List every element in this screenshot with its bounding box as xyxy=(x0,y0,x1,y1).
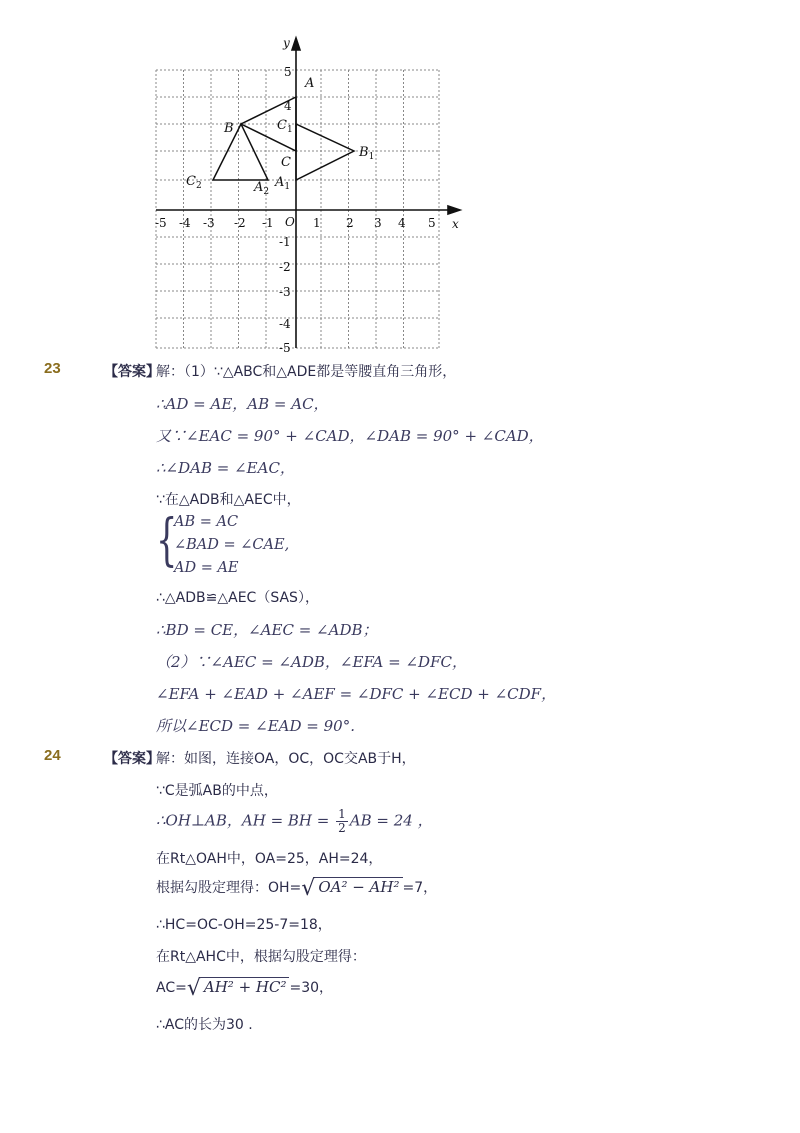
answer-line: ∴HC=OC-OH=25-7=18， xyxy=(156,917,332,933)
y-tick: -5 xyxy=(279,341,291,355)
fraction-denominator: 2 xyxy=(338,821,346,835)
equation-text: 根据勾股定理得：OH= xyxy=(156,880,302,896)
answer-line: ∠EFA + ∠EAD + ∠AEF = ∠DFC + ∠ECD + ∠CDF， xyxy=(156,685,557,703)
y-tick: -2 xyxy=(279,260,291,274)
square-root: √ OA² − AH² xyxy=(301,876,402,901)
radicand: OA² − AH² xyxy=(315,877,402,896)
answer-line: ∵在△ADB和△AEC中， xyxy=(156,492,301,508)
answer-line: 又∵∠EAC = 90° + ∠CAD，∠DAB = 90° + ∠CAD， xyxy=(156,427,544,445)
x-tick: -1 xyxy=(262,216,274,230)
answer-line xyxy=(156,976,333,1001)
grid xyxy=(156,70,439,348)
point-b1-label: $B_1$ xyxy=(359,145,375,162)
question-number: 23 xyxy=(44,360,61,377)
answer-line: 解：如图，连接OA，OC，OC交AB于H， xyxy=(156,751,416,767)
y-tick: 4 xyxy=(284,99,292,113)
x-tick: 5 xyxy=(428,216,436,230)
point-c1-label: $C_1$ xyxy=(277,118,293,135)
x-tick: 2 xyxy=(346,216,354,230)
x-tick: -4 xyxy=(179,216,191,230)
point-c-label: C xyxy=(281,155,291,170)
answer-line: 解：（1）∵△ABC和△ADE都是等腰直角三角形， xyxy=(156,364,457,380)
x-tick: -3 xyxy=(203,216,215,230)
point-c2-label: $C_2$ xyxy=(186,174,202,191)
equation-text: AB = 24 ， xyxy=(349,811,433,830)
answer-line: （2）∵∠AEC = ∠ADB，∠EFA = ∠DFC， xyxy=(156,653,467,671)
x-tick: 3 xyxy=(374,216,382,230)
answer-line xyxy=(156,808,433,835)
triangle-a1b1c1 xyxy=(296,124,354,180)
answer-line: ∵C是弧AB的中点， xyxy=(156,783,278,799)
equation-text: =30， xyxy=(289,980,334,996)
x-tick: -5 xyxy=(155,216,167,230)
square-root: √ AH² + HC² xyxy=(187,976,290,1001)
coordinate-grid-figure xyxy=(150,30,470,355)
system-line: ∠BAD = ∠CAE, xyxy=(174,537,290,553)
point-a1-label: $A_1$ xyxy=(275,175,291,192)
system-line: AD = AE xyxy=(174,560,239,576)
equation-text: AC= xyxy=(156,980,187,996)
radicand: AH² + HC² xyxy=(201,977,290,996)
y-axis-label: y xyxy=(283,36,290,50)
y-tick: -3 xyxy=(279,285,291,299)
answer-line: ∴AC的长为30 . xyxy=(156,1017,253,1033)
fraction-numerator: 1 xyxy=(338,807,346,821)
system-line: AB = AC xyxy=(174,514,239,530)
answer-line xyxy=(156,876,437,901)
answer-line: 所以∠ECD = ∠EAD = 90°. xyxy=(156,717,355,735)
equation-text: =7， xyxy=(402,880,438,896)
y-tick: -4 xyxy=(279,317,291,331)
origin-label: O xyxy=(285,215,295,229)
x-tick: 1 xyxy=(313,216,321,230)
equation-text: ∴OH⊥AB，AH = BH = xyxy=(156,811,335,830)
answer-line: ∴BD = CE，∠AEC = ∠ADB； xyxy=(156,621,378,639)
point-b-label: B xyxy=(224,121,234,136)
question-number: 24 xyxy=(44,747,61,764)
fraction xyxy=(336,808,348,835)
answer-tag: 【答案】 xyxy=(104,364,160,380)
answer-line: 在Rt△AHC中，根据勾股定理得： xyxy=(156,949,366,965)
answer-tag: 【答案】 xyxy=(104,751,160,767)
x-tick: 4 xyxy=(398,216,406,230)
answer-line: ∴AD = AE，AB = AC， xyxy=(156,395,329,413)
x-axis-label: x xyxy=(452,217,459,231)
answer-line: ∴△ADB≌△AEC（SAS）， xyxy=(156,590,319,606)
answer-line: 在Rt△OAH中，OA=25，AH=24， xyxy=(156,851,383,867)
point-a-label: A xyxy=(305,76,315,91)
answer-line: ∴∠DAB = ∠EAC， xyxy=(156,459,295,477)
y-tick: -1 xyxy=(279,235,291,249)
point-a2-label: $A_2$ xyxy=(254,180,270,197)
y-tick: 5 xyxy=(284,65,292,79)
left-brace: { xyxy=(156,508,178,573)
x-tick: -2 xyxy=(234,216,246,230)
